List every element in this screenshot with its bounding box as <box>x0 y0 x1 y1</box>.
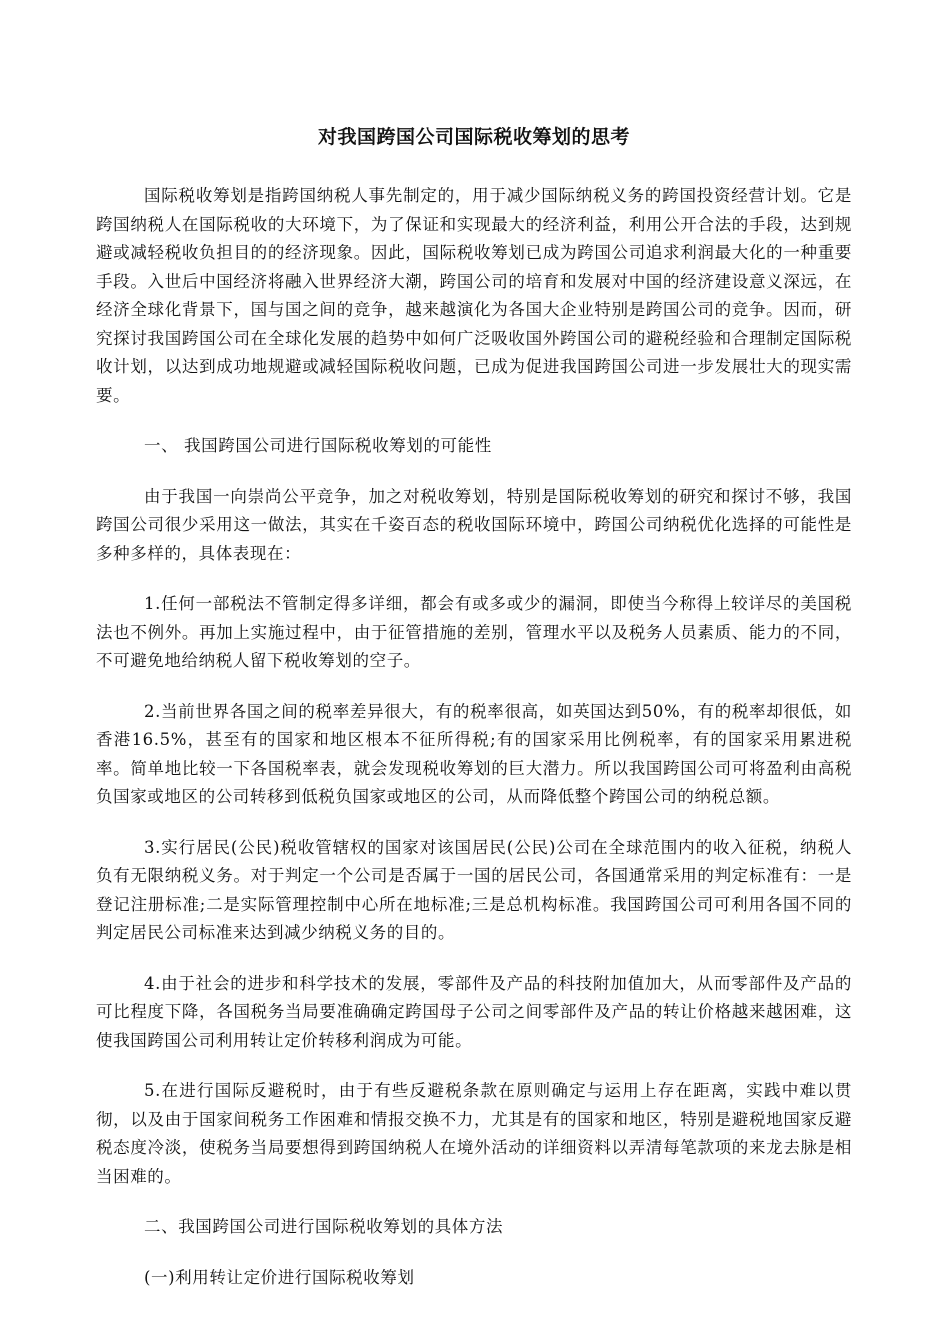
intro-paragraph: 国际税收筹划是指跨国纳税人事先制定的，用于减少国际纳税义务的跨国投资经营计划。它是跨国纳税人在国际税收的大环境下，为了保证和实现最大的经济利益，利用公开合法的手段，达到规避或减轻税收负担目的的经济现象。因此，国际税收筹划已成为跨国公司追求利润最大化的一种重要手段。入世后中国经济将融入世界经济大潮，跨国公司的培育和发展对中国的经济建设意义深远，在经济全球化背景下，国与国之间的竞争，越来越演化为各国大企业特别是跨国公司的竞争。因而，研究探讨我国跨国公司在全球化发展的趋势中如何广泛吸收国外跨国公司的避税经验和合理制定国际税收计划，以达到成功地规避或减轻国际税收问题，已成为促进我国跨国公司进一步发展壮大的现实需要。 <box>96 186 852 405</box>
document-page <box>96 0 852 1292</box>
spacer <box>96 568 852 590</box>
spacer <box>96 152 852 182</box>
point-paragraph-3: 3.实行居民(公民)税收管辖权的国家对该国居民(公民)公司在全球范围内的收入征税，纳税人负有无限纳税义务。对于判定一个公司是否属于一国的居民公司，各国通常采用的判定标准有：一是登记注册标准;二是实际管理控制中心所在地标准;三是总机构标准。我国跨国公司可利用各国不同的判定居民公司标准来达到减少纳税义务的目的。 <box>96 837 852 942</box>
spacer <box>96 948 852 970</box>
document-title: 对我国跨国公司国际税收筹划的思考 <box>317 126 630 148</box>
spacer <box>96 676 852 698</box>
spacer <box>96 1055 852 1077</box>
section2-heading: 二、我国跨国公司进行国际税收筹划的具体方法 <box>144 1217 504 1236</box>
spacer <box>96 1191 852 1213</box>
section1-heading: 一、 我国跨国公司进行国际税收筹划的可能性 <box>144 436 492 455</box>
point-paragraph-1: 1.任何一部税法不管制定得多详细，都会有或多或少的漏洞，即使当今称得上较详尽的美国税法也不例外。再加上实施过程中，由于征管措施的差别，管理水平以及税务人员素质、能力的不同，不可避免地给纳税人留下税收筹划的空子。 <box>96 594 852 670</box>
spacer <box>96 410 852 432</box>
spacer <box>96 461 852 483</box>
point-paragraph-2: 2.当前世界各国之间的税率差异很大，有的税率很高，如英国达到50%，有的税率却很低，如香港16.5%，甚至有的国家和地区根本不征所得税;有的国家采用比例税率，有的国家采用累进税率。简单地比较一下各国税率表，就会发现税收筹划的巨大潜力。所以我国跨国公司可将盈利由高税负国家或地区的公司转移到低税负国家或地区的公司，从而降低整个跨国公司的纳税总额。 <box>96 701 852 806</box>
point-paragraph-4: 4.由于社会的进步和科学技术的发展，零部件及产品的科技附加值加大，从而零部件及产品的可比程度下降，各国税务当局要准确确定跨国母子公司之间零部件及产品的转让价格越来越困难，这使我国跨国公司利用转让定价转移利润成为可能。 <box>96 973 852 1050</box>
spacer <box>96 1242 852 1264</box>
point-paragraph-5: 5.在进行国际反避税时，由于有些反避税条款在原则确定与运用上存在距离，实践中难以贯彻，以及由于国家间税务工作困难和情报交换不力，尤其是有的国家和地区，特别是避税地国家反避税态度冷淡，使税务当局要想得到跨国纳税人在境外活动的详细资料以弄清每笔款项的来龙去脉是相当困难的。 <box>96 1081 852 1186</box>
section1-intro-paragraph: 由于我国一向崇尚公平竞争，加之对税收筹划，特别是国际税收筹划的研究和探讨不够，我国跨国公司很少采用这一做法，其实在千姿百态的税收国际环境中，跨国公司纳税优化选择的可能性是多种多样的，具体表现在： <box>96 486 852 563</box>
subsection1-heading: (一)利用转让定价进行国际税收筹划 <box>144 1267 415 1287</box>
spacer <box>96 812 852 834</box>
